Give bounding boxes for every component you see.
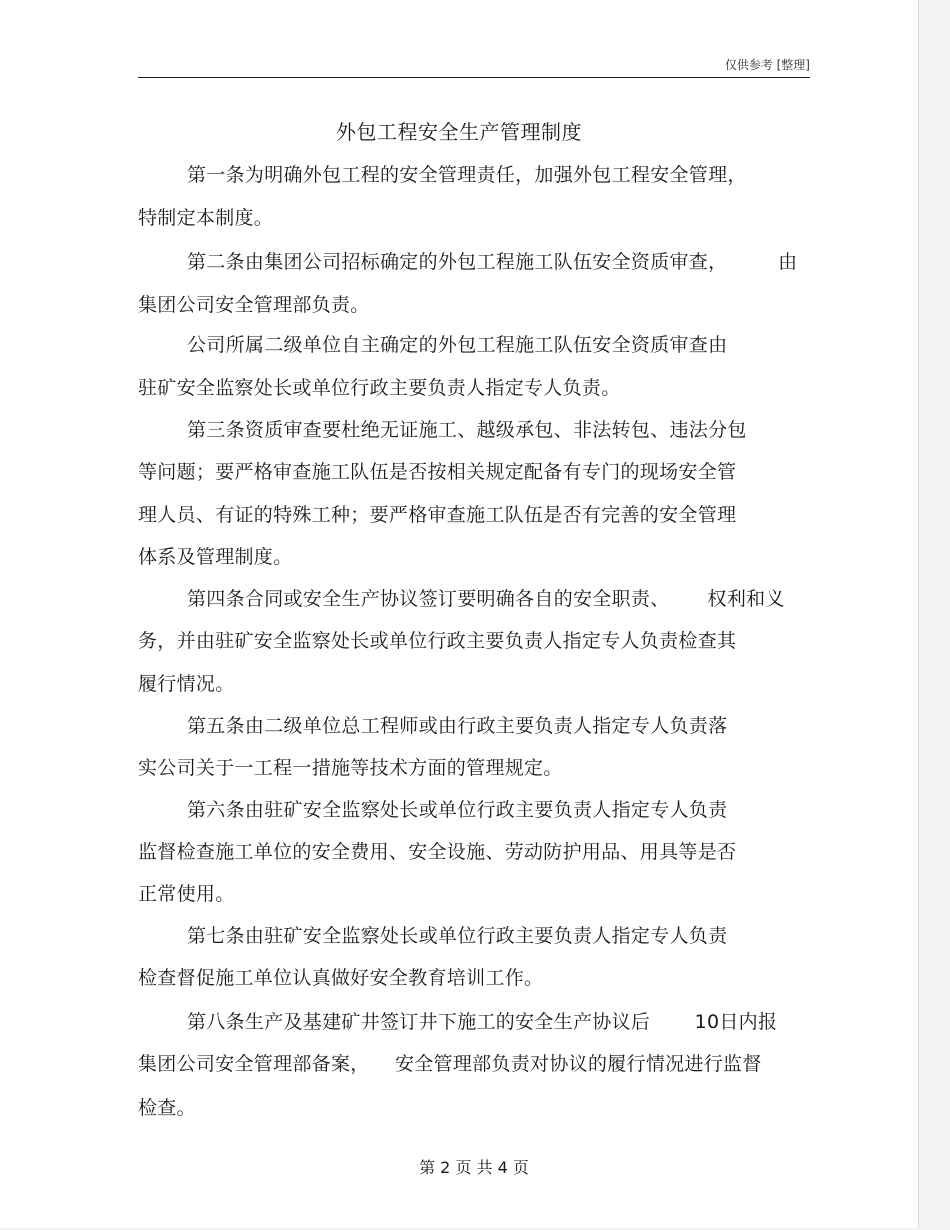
text-line: 特制定本制度。 xyxy=(138,207,274,229)
text-line: 第八条生产及基建矿井签订井下施工的安全生产协议后 10日内报 xyxy=(187,1011,778,1033)
text-line: 公司所属二级单位自主确定的外包工程施工队伍安全资质审查由 xyxy=(187,334,728,356)
page-number-footer: 第 2 页 共 4 页 xyxy=(419,1158,529,1177)
text-line: 务，并由驻矿安全监察处长或单位行政主要负责人指定专人负责检查其 xyxy=(138,630,737,652)
text-line: 体系及管理制度。 xyxy=(138,546,293,568)
text-line: 检查督促施工单位认真做好安全教育培训工作。 xyxy=(138,967,544,989)
header-note: 仅供参考 [整理] xyxy=(724,58,810,72)
text-line: 集团公司安全管理部备案， 安全管理部负责对协议的履行情况进行监督 xyxy=(138,1053,762,1075)
text-line: 第七条由驻矿安全监察处长或单位行政主要负责人指定专人负责 xyxy=(187,925,728,947)
text-line: 第五条由二级单位总工程师或由行政主要负责人指定专人负责落 xyxy=(187,715,728,737)
text-line: 正常使用。 xyxy=(138,883,235,905)
text-line: 第三条资质审查要杜绝无证施工、越级承包、非法转包、违法分包 xyxy=(187,419,747,441)
text-line: 监督检查施工单位的安全费用、安全设施、劳动防护用品、用具等是否 xyxy=(138,841,737,863)
text-line: 集团公司安全管理部负责。 xyxy=(138,294,370,316)
text-line: 检查。 xyxy=(138,1097,196,1119)
text-line: 实公司关于一工程一措施等技术方面的管理规定。 xyxy=(138,757,563,779)
document-title: 外包工程安全生产管理制度 xyxy=(336,120,582,144)
text-line: 第二条由集团公司招标确定的外包工程施工队伍安全资质审查， 由 xyxy=(187,251,798,273)
text-line: 驻矿安全监察处长或单位行政主要负责人指定专人负责。 xyxy=(138,377,621,399)
text-line: 第一条为明确外包工程的安全管理责任，加强外包工程安全管理， xyxy=(187,164,747,186)
text-line: 理人员、有证的特殊工种；要严格审查施工队伍是否有完善的安全管理 xyxy=(138,504,737,526)
text-line: 第四条合同或安全生产协议签订要明确各自的安全职责、 权利和义 xyxy=(187,588,785,610)
text-line: 等问题；要严格审查施工队伍是否按相关规定配备有专门的现场安全管 xyxy=(138,461,737,483)
header-rule xyxy=(138,77,810,78)
text-line: 第六条由驻矿安全监察处长或单位行政主要负责人指定专人负责 xyxy=(187,799,728,821)
text-line: 履行情况。 xyxy=(138,673,235,695)
